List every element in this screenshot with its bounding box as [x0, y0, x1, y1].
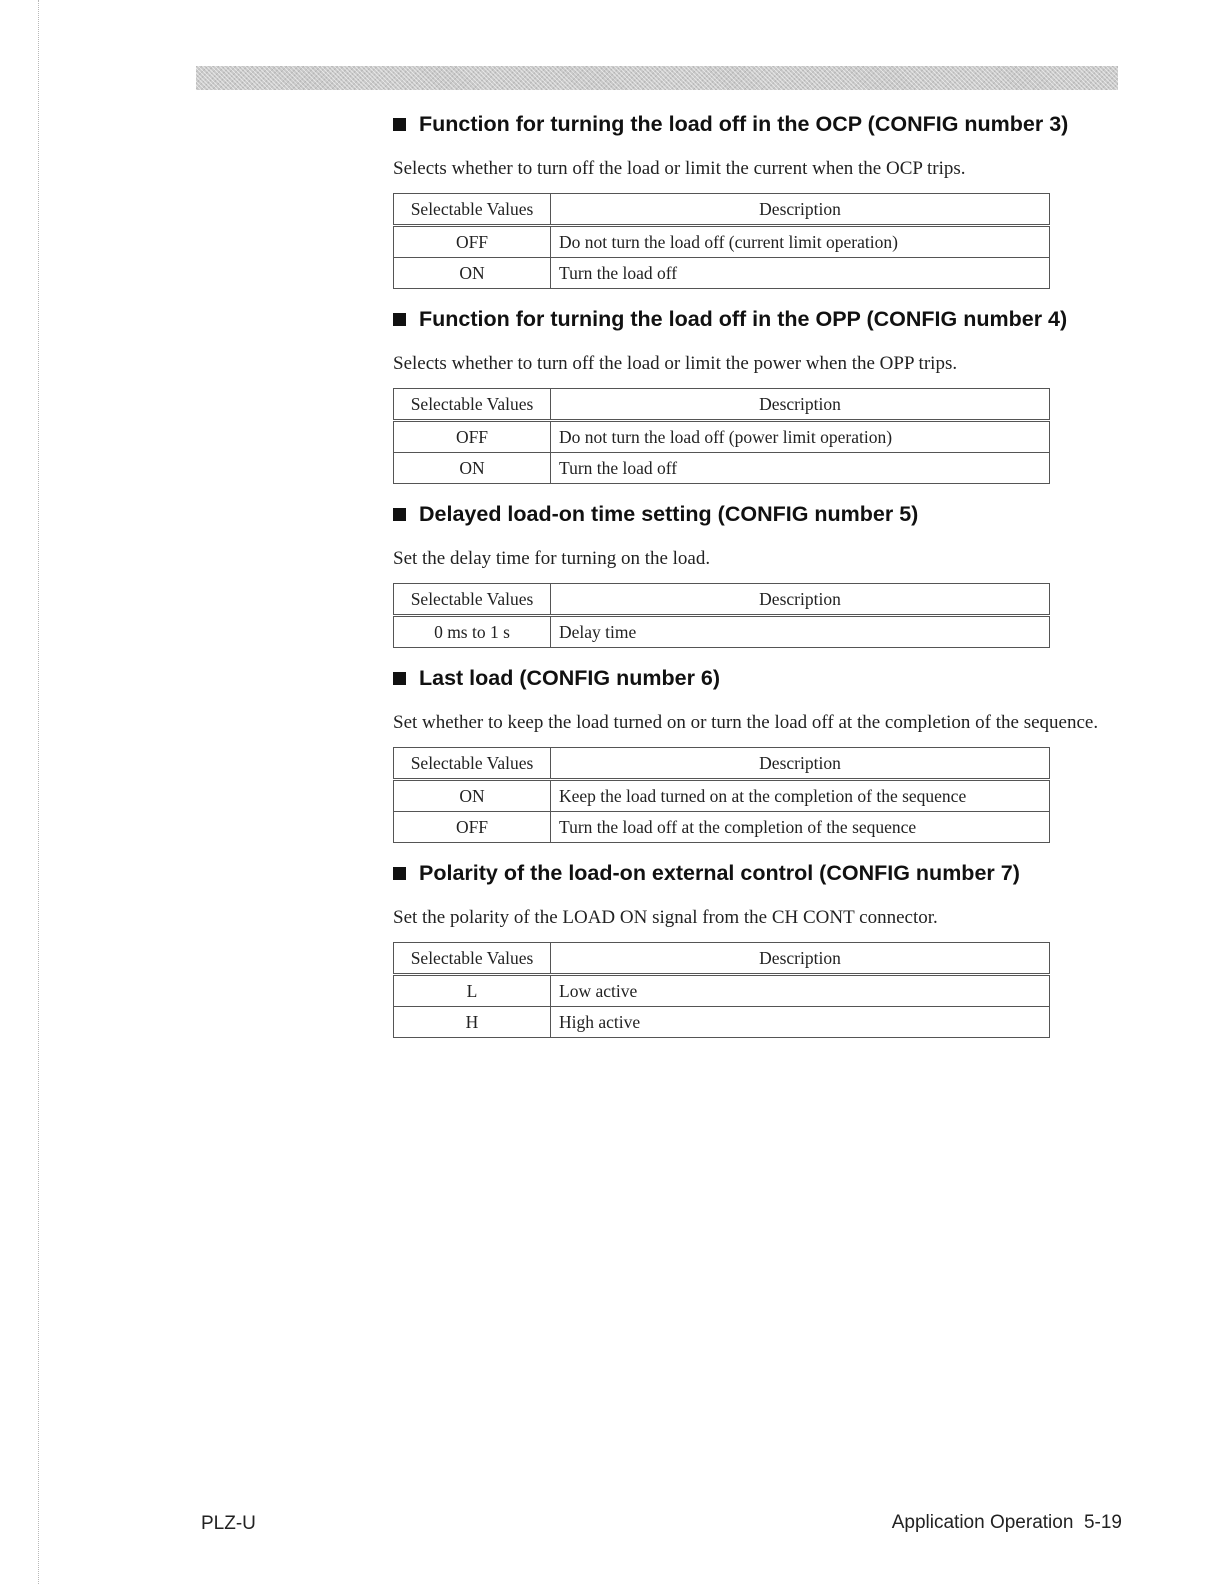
section-heading: [393, 502, 1123, 527]
section-description: Selects whether to turn off the load or limit the power when the OPP trips.: [393, 353, 958, 374]
square-bullet-icon: [393, 118, 406, 131]
cell-description: Turn the load off: [551, 453, 1050, 484]
cell-description: Turn the load off at the completion of the sequence: [551, 812, 1050, 843]
table-row: [394, 616, 1050, 648]
column-header-values: Selectable Values: [394, 389, 551, 421]
cell-value: ON: [394, 258, 551, 289]
column-header-description: Description: [551, 943, 1050, 975]
heading-text: Function for turning the load off in the OPP (CONFIG number 4): [419, 307, 1068, 331]
section-heading: [393, 666, 1123, 691]
values-table: [393, 388, 1050, 484]
section-heading: [393, 112, 1123, 137]
cell-value: 0 ms to 1 s: [394, 616, 551, 648]
column-header-values: Selectable Values: [394, 748, 551, 780]
column-header-values: Selectable Values: [394, 584, 551, 616]
cell-description: Low active: [551, 975, 1050, 1007]
section-opp: [393, 307, 1123, 484]
cell-description: Keep the load turned on at the completion of the sequence: [551, 780, 1050, 812]
table-row: [394, 258, 1050, 289]
table-row: [394, 975, 1050, 1007]
heading-text: Polarity of the load-on external control (CONFIG number 7): [419, 861, 1020, 885]
cell-value: OFF: [394, 812, 551, 843]
cell-description: Delay time: [551, 616, 1050, 648]
section-delayed-load-on: [393, 502, 1123, 648]
square-bullet-icon: [393, 313, 406, 326]
square-bullet-icon: [393, 672, 406, 685]
section-heading: [393, 861, 1123, 886]
table-row: [394, 421, 1050, 453]
section-polarity: [393, 861, 1123, 1038]
section-description: Set the polarity of the LOAD ON signal from the CH CONT connector.: [393, 907, 938, 928]
table-header-row: [394, 389, 1050, 421]
heading-text: Function for turning the load off in the OCP (CONFIG number 3): [419, 112, 1069, 136]
column-header-description: Description: [551, 389, 1050, 421]
cell-value: OFF: [394, 421, 551, 453]
table-header-row: [394, 194, 1050, 226]
table-header-row: [394, 584, 1050, 616]
binding-margin-line: [38, 0, 39, 1584]
cell-value: OFF: [394, 226, 551, 258]
cell-value: H: [394, 1007, 551, 1038]
cell-value: ON: [394, 780, 551, 812]
cell-value: L: [394, 975, 551, 1007]
heading-text: Last load (CONFIG number 6): [419, 666, 721, 690]
cell-description: High active: [551, 1007, 1050, 1038]
table-row: [394, 780, 1050, 812]
footer-page-label: Application Operation 5-19: [891, 1512, 1122, 1533]
table-row: [394, 812, 1050, 843]
column-header-values: Selectable Values: [394, 194, 551, 226]
column-header-description: Description: [551, 748, 1050, 780]
values-table: [393, 747, 1050, 843]
table-header-row: [394, 748, 1050, 780]
section-last-load: [393, 666, 1123, 843]
cell-description: Turn the load off: [551, 258, 1050, 289]
values-table: [393, 583, 1050, 648]
table-row: [394, 1007, 1050, 1038]
values-table: [393, 942, 1050, 1038]
heading-text: Delayed load-on time setting (CONFIG number 5): [419, 502, 919, 526]
section-description: Set the delay time for turning on the load.: [393, 548, 711, 569]
square-bullet-icon: [393, 508, 406, 521]
section-heading: [393, 307, 1123, 332]
cell-description: Do not turn the load off (power limit operation): [551, 421, 1050, 453]
column-header-values: Selectable Values: [394, 943, 551, 975]
page-content: [393, 112, 1123, 1056]
table-header-row: [394, 943, 1050, 975]
values-table: [393, 193, 1050, 289]
footer-product-name: PLZ-U: [201, 1513, 256, 1534]
cell-value: ON: [394, 453, 551, 484]
table-row: [394, 226, 1050, 258]
section-ocp: [393, 112, 1123, 289]
cell-description: Do not turn the load off (current limit operation): [551, 226, 1050, 258]
section-description: Set whether to keep the load turned on or turn the load off at the completion of the sequence.: [393, 712, 1099, 733]
column-header-description: Description: [551, 194, 1050, 226]
table-row: [394, 453, 1050, 484]
header-band: [196, 66, 1118, 90]
column-header-description: Description: [551, 584, 1050, 616]
square-bullet-icon: [393, 867, 406, 880]
section-description: Selects whether to turn off the load or limit the current when the OCP trips.: [393, 158, 966, 179]
